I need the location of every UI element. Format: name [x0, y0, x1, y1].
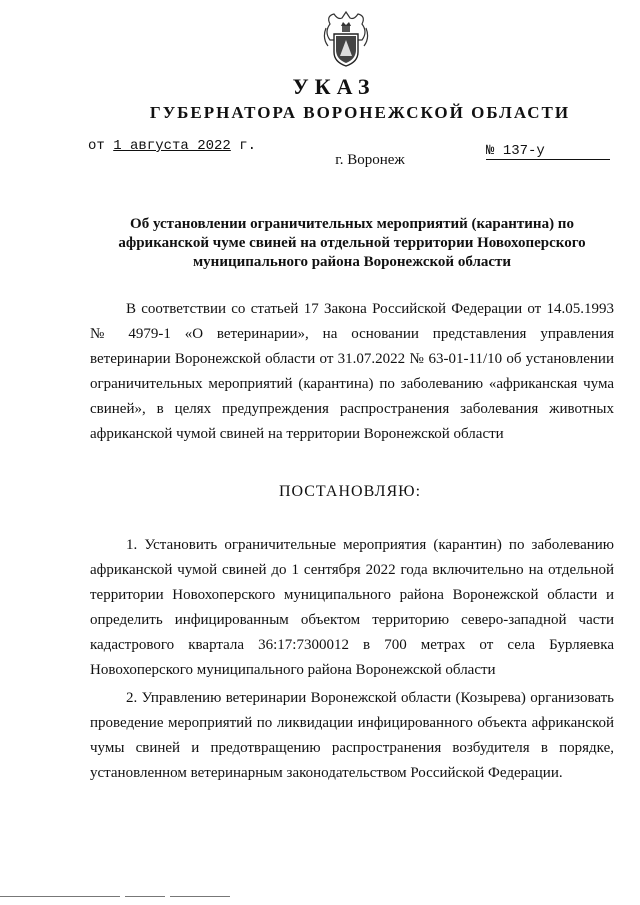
preamble-paragraph: В соответствии со статьей 17 Закона Российской Федерации от 14.05.1993 № 4979-1 «О ветеринарии», на основании представления управления ветеринарии Воронежской области от 31.07.2022 № 63-01-11/10 об установлении ограничительных мероприятий (карантина) по заболеванию «африканская чума свиней», в целях предупреждения распространения заболевания животных африканской чумой свиней на территории Воронежской области	[90, 301, 614, 442]
decree-title: УКАЗ	[292, 74, 376, 99]
number-prefix: №	[486, 143, 495, 159]
issuer-title: ГУБЕРНАТОРА ВОРОНЕЖСКОЙ ОБЛАСТИ	[149, 103, 571, 122]
date-suffix: г.	[239, 138, 257, 154]
item-2-paragraph: 2. Управлению ветеринарии Воронежской области (Козырева) организовать проведение мероприятий по ликвидации инфицированного объекта африканской чумы свиней и предотвращению распространения возбудителя в порядке, установленном ветеринарным законодательством Российской Федерации.	[90, 690, 614, 781]
coat-of-arms-icon	[322, 10, 370, 70]
item-1-paragraph: 1. Установить ограничительные мероприятия (карантин) по заболеванию африканской чумой свиней до 1 сентября 2022 года включительно на отдельной территории Новохоперского муниципального района Воронежской области и определить инфицированным объектом территорию северо-западной части кадастрового квартала 36:17:7300012 в 700 метрах от села Бурляевка Новохоперского муниципального района Воронежской области	[90, 537, 614, 678]
date-value: 1 августа 2022	[113, 138, 231, 154]
document-heading: Об установлении ограничительных мероприятий (карантина) по африканской чуме свиней на отдельной территории Новохоперского муниципального района Воронежской области	[118, 216, 586, 270]
footer-rule	[0, 896, 640, 897]
city: г. Воронеж	[335, 152, 405, 168]
date-prefix: от	[88, 138, 105, 154]
resolve-heading: ПОСТАНОВЛЯЮ:	[278, 483, 422, 500]
number-value: 137-у	[502, 143, 545, 159]
